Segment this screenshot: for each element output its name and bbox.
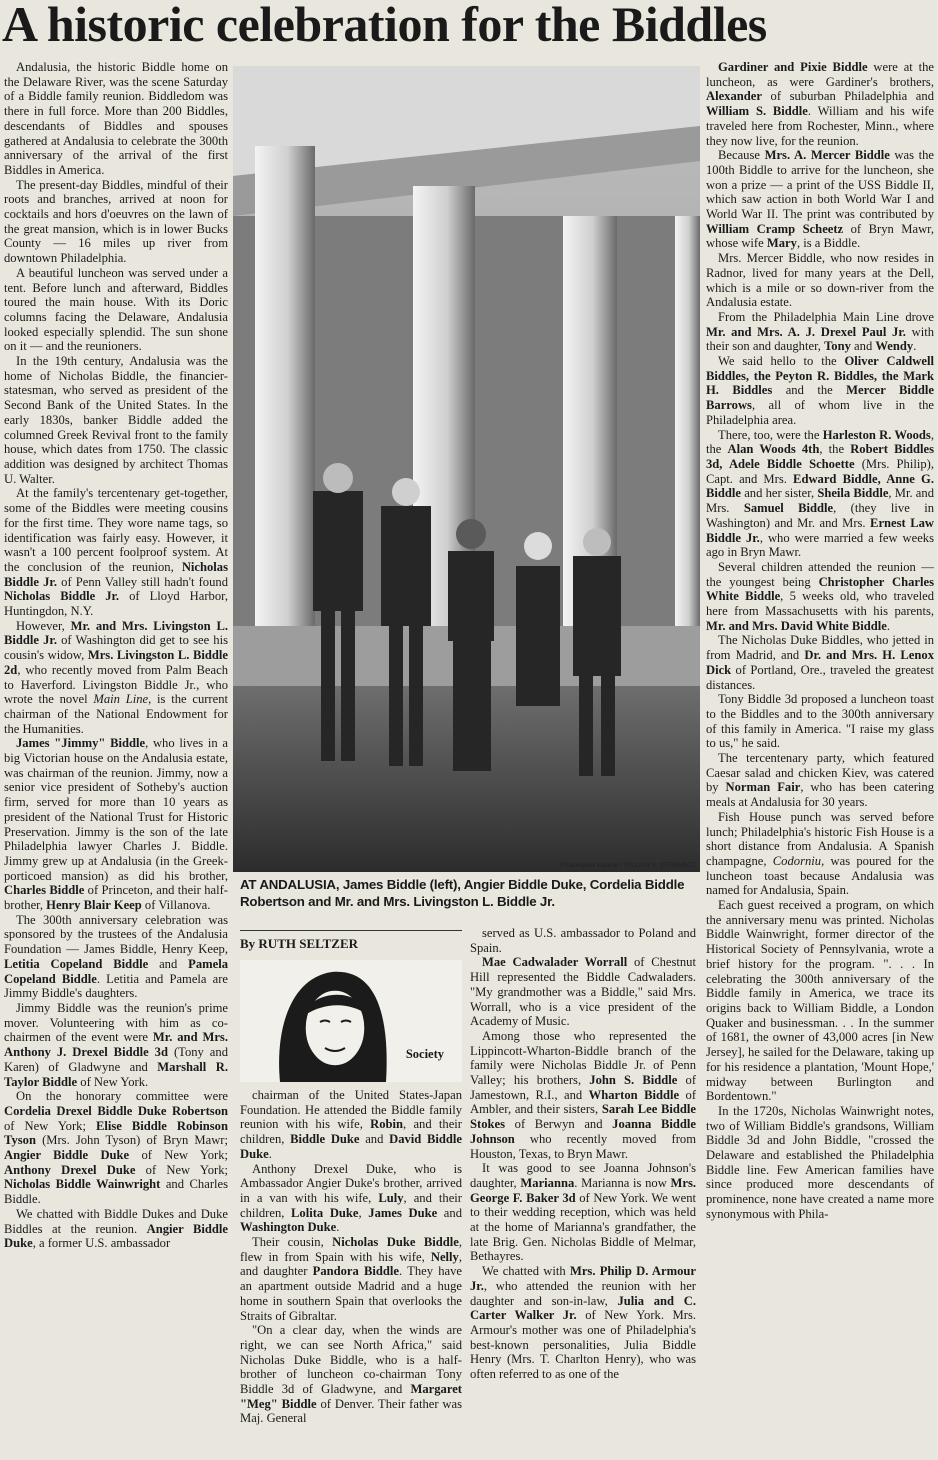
- paragraph: The present-day Biddles, mindful of their roots and branches, arrived at noon for cocktails and hors d'oeuvres on the lawn of the great mansion, which is in lower Bucks County — 16 miles up river from downtown Philadelphia.: [4, 177, 228, 266]
- paragraph: Mrs. Mercer Biddle, who now resides in Radnor, lived for many years at the Dell, which is a mile or so down-river from the Andalusia estate.: [706, 251, 934, 310]
- paragraph: In the 19th century, Andalusia was the home of Nicholas Biddle, the financier-statesman, who served as president of the Second Bank of the United States. In the early 1830s, banker Biddle added the columned Greek Revival front to the family house, which dates from 1750. The classic addition was designed by architect Thomas U. Walter.: [4, 354, 228, 486]
- paragraph: Because Mrs. A. Mercer Biddle was the 100th Biddle to arrive for the luncheon, she won a prize — a print of the USS Biddle II, which saw action in both World War I and World War II. The print was contributed by William Cramp Scheetz of Bryn Mawr, whose wife Mary, is a Biddle.: [706, 148, 934, 251]
- paragraph: Fish House punch was served before lunch; Philadelphia's historic Fish House is a short distance from Andalusia. A Spanish champagne, Codorniu, was poured for the luncheon toast because Andalusia was named for Andalusia, Spain.: [706, 809, 934, 898]
- paragraph: From the Philadelphia Main Line drove Mr. and Mrs. A. J. Drexel Paul Jr. with their son and daughter, Tony and Wendy.: [706, 309, 934, 354]
- paragraph: Their cousin, Nicholas Duke Biddle, flew in from Spain with his wife, Nelly, and daughter Pandora Biddle. They have an apartment outside Madrid and a huge home in southern Spain that overlooks the Straits of Gibraltar.: [240, 1235, 462, 1323]
- paragraph: "On a clear day, when the winds are right, we can see North Africa," said Nicholas Duke Biddle, who is a half-brother of luncheon co-chairman Tony Biddle 3d of Gladwyne, and Margaret "Meg" Biddle of Denver. Their father was Maj. General: [240, 1323, 462, 1426]
- paragraph: We chatted with Mrs. Philip D. Armour Jr., who attended the reunion with her daughter and son-in-law, Julia and C. Carter Walker Jr. of New York. Mrs. Armour's mother was one of Philadelphia's best-known personalities, Julia Biddle Henry (Mrs. T. Charlton Henry), who was often referred to as one of the: [470, 1264, 696, 1382]
- author-portrait: [240, 960, 462, 1082]
- paragraph: At the family's tercentenary get-together, some of the Biddles were meeting cousins for the first time. They wore name tags, so identification was fairly easy. However, it wasn't a 100 percent foolproof system. At the conclusion of the reunion, Nicholas Biddle Jr. of Penn Valley still hadn't found Nicholas Biddle Jr. of Lloyd Harbor, Huntingdon, N.Y.: [4, 486, 228, 619]
- paragraph: Andalusia, the historic Biddle home on the Delaware River, was the scene Saturday of a Biddle family reunion. Biddledom was there in full force. More than 200 Biddles, descendants of Biddles and spouses gathered at Andalusia to celebrate the 300th anniversary of the arrival of the first Biddles in America.: [4, 60, 228, 177]
- paragraph: served as U.S. ambassador to Poland and Spain.: [470, 926, 696, 955]
- paragraph: Among those who represented the Lippincott-Wharton-Biddle branch of the family were Nicholas Biddle Jr. of Penn Valley; his brothers, John S. Biddle of Jamestown, R.I., and Wharton Biddle of Ambler, and their sisters, Sarah Lee Biddle Stokes of Berwyn and Joanna Biddle Johnson who recently moved from Houston, Texas, to Bryn Mawr.: [470, 1028, 696, 1161]
- paragraph: Anthony Drexel Duke, who is Ambassador Angier Duke's brother, arrived in a van with his wife, Luly, and their children, Lolita Duke, James Duke and Washington Duke.: [240, 1161, 462, 1235]
- headline: A historic celebration for the Biddles: [2, 0, 767, 52]
- paragraph: On the honorary committee were Cordelia Drexel Biddle Duke Robertson of New York; Elise Biddle Robinson Tyson (Mrs. John Tyson) of Bryn Mawr; Angier Biddle Duke of New York; Anthony Drexel Duke of New York; Nicholas Biddle Wainwright and Charles Biddle.: [4, 1089, 228, 1207]
- paragraph: chairman of the United States-Japan Foundation. He attended the Biddle family reunion with his wife, Robin, and their children, Biddle Duke and David Biddle Duke.: [240, 1088, 462, 1161]
- article-column-1: [4, 60, 228, 1460]
- paragraph: In the 1720s, Nicholas Wainwright notes, two of William Biddle's grandsons, William Biddle 3d and John Biddle, "crossed the Delaware and established the Philadelphia Biddle line. Few American families have since produced more descendants of prominence, none have created a name more synonymous with Phila-: [706, 1103, 934, 1221]
- paragraph: Mae Cadwalader Worrall of Chestnut Hill represented the Biddle Cadwaladers. "My grandmother was a Biddle," said Mrs. Worrall, who is a vice president of the Academy of Music.: [470, 955, 696, 1029]
- andalusia-photo: [233, 66, 700, 872]
- photo-credit: Philadelphia Inquirer / WILLIAM F. STEINMETZ: [559, 862, 696, 869]
- paragraph: Tony Biddle 3d proposed a luncheon toast to the Biddles and to the 300th anniversary of this family in America. "I raise my glass to us," he said.: [706, 692, 934, 751]
- byline: [240, 936, 462, 952]
- paragraph: The 300th anniversary celebration was sponsored by the trustees of the Andalusia Foundation — James Biddle, Henry Keep, Letitia Copeland Biddle and Pamela Copeland Biddle. Letitia and Pamela are Jimmy Biddle's daughters.: [4, 912, 228, 1001]
- paragraph: We said hello to the Oliver Caldwell Biddles, the Peyton R. Biddles, the Mark H. Biddles and the Mercer Biddle Barrows, all of whom live in the Philadelphia area.: [706, 354, 934, 427]
- author-portrait-drawing: [240, 960, 462, 1082]
- paragraph: It was good to see Joanna Johnson's daughter, Marianna. Marianna is now Mrs. George F. Baker 3d of New York. We went to their wedding reception, which was held at the home of Marianna's grandfather, the late Brig. Gen. Nicholas Biddle of Melmar, Bethayres.: [470, 1161, 696, 1264]
- paragraph: A beautiful luncheon was served under a tent. Before lunch and afterward, Biddles toured the main house. With its Doric columns facing the Delaware, Andalusia looked especially splendid. The sun shone on it — and the reunioners.: [4, 265, 228, 354]
- paragraph: Jimmy Biddle was the reunion's prime mover. Volunteering with him as co-chairmen of the event were Mr. and Mrs. Anthony J. Drexel Biddle 3d (Tony and Karen) of Gladwyne and Marshall R. Taylor Biddle of New York.: [4, 1001, 228, 1089]
- photo-caption: AT ANDALUSIA, James Biddle (left), Angier Biddle Duke, Cordelia Biddle Robertson and Mr. and Mrs. Livingston L. Biddle Jr.: [240, 877, 685, 909]
- byline-text: By RUTH SELTZER: [240, 936, 359, 951]
- article-column-4: [706, 60, 934, 1460]
- byline-rule: [240, 930, 462, 931]
- paragraph: Several children attended the reunion — the youngest being Christopher Charles White Biddle, 5 weeks old, who traveled here from Massachusetts with his parents, Mr. and Mrs. David White Biddle.: [706, 559, 934, 633]
- paragraph: However, Mr. and Mrs. Livingston L. Biddle Jr. of Washington did get to see his cousin's widow, Mrs. Livingston L. Biddle 2d, who recently moved from Palm Beach to Haverford. Livingston Biddle Jr., who wrote the novel Main Line, is the current chairman of the National Endowment for the Humanities.: [4, 618, 228, 736]
- paragraph: Gardiner and Pixie Biddle were at the luncheon, as were Gardiner's brothers, Alexander of suburban Philadelphia and William S. Biddle. William and his wife traveled here from Rochester, Minn., where they now live, for the reunion.: [706, 60, 934, 148]
- paragraph: James "Jimmy" Biddle, who lives in a big Victorian house on the Andalusia estate, was chairman of the reunion. Jimmy, now a senior vice president of Sotheby's auction firm, served for more than 10 years as president of the National Trust for Historic Preservation. Jimmy is the son of the late Philadelphia lawyer Charles J. Biddle. Jimmy grew up at Andalusia (in the Greek-porticoed mansion) as did his brother, Charles Biddle of Princeton, and their half-brother, Henry Blair Keep of Villanova.: [4, 736, 228, 913]
- paragraph: The Nicholas Duke Biddles, who jetted in from Madrid, and Dr. and Mrs. H. Lenox Dick of Portland, Ore., traveled the greatest distances.: [706, 633, 934, 692]
- photo-illustration: [233, 66, 700, 872]
- article-column-3: [470, 926, 696, 1460]
- paragraph: The tercentenary party, which featured Caesar salad and chicken Kiev, was catered by Norman Fair, who has been catering meals at Andalusia for 30 years.: [706, 751, 934, 810]
- paragraph: We chatted with Biddle Dukes and Duke Biddles at the reunion. Angier Biddle Duke, a former U.S. ambassador: [4, 1206, 228, 1251]
- section-label: Society: [405, 1047, 444, 1061]
- article-column-2: [240, 1088, 462, 1460]
- paragraph: Each guest received a program, on which the anniversary menu was printed. Nicholas Biddle Wainwright, former director of the Historical Society of Pennsylvania, wrote a brief history for the program. ". . . In celebrating the 300th anniversary of the Biddle family in America, we trace its origins back to William Biddle, a London Quaker and businessman. . . In the summer of 1681, the owner of 43,000 acres [in New Jersey], he sailed for the Delaware, taking up for his residence a plantation, 'Mount Hope,' midway between Burlington and Bordentown.": [706, 898, 934, 1104]
- paragraph: There, too, were the Harleston R. Woods, the Alan Woods 4th, the Robert Biddles 3d, Adele Biddle Schoette (Mrs. Philip), Capt. and Mrs. Edward Biddle, Anne G. Biddle and her sister, Sheila Biddle, Mr. and Mrs. Samuel Biddle, (they live in Washington) and Mr. and Mrs. Ernest Law Biddle Jr., who were married a few weeks ago in Bryn Mawr.: [706, 427, 934, 560]
